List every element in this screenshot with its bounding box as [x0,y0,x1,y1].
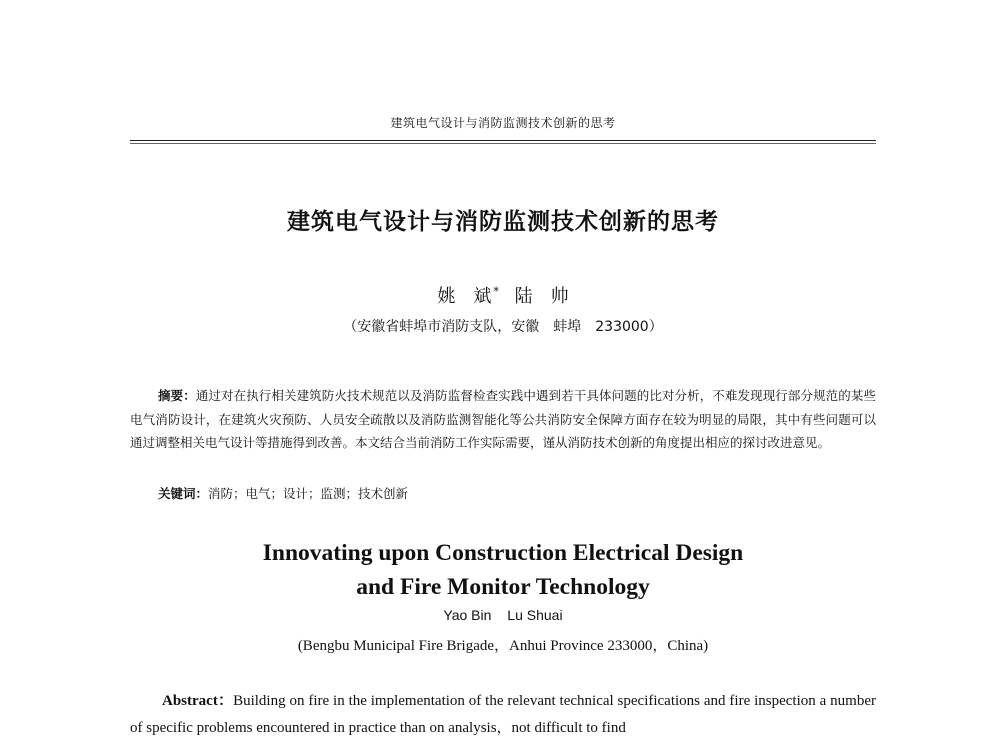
header-rule-secondary [130,143,876,144]
author-mark: * [493,285,499,298]
abstract-label: 摘要： [158,388,196,403]
chinese-title: 建筑电气设计与消防监测技术创新的思考 [287,209,719,235]
english-abstract [130,688,876,742]
english-title-line: and Fire Monitor Technology [356,574,650,600]
chinese-abstract [130,384,876,455]
chinese-affiliation: （安徽省蚌埠市消防支队，安徽 蚌埠 233000） [343,319,663,335]
abstract-text: Building on fire in the implementation of the relevant technical specifications and fire inspection a number of specific problems encountered in practice than on analysis，not difficult to find [130,693,876,736]
keywords-label: 关键词： [158,486,209,501]
chinese-keywords [158,484,876,502]
english-affiliation: (Bengbu Municipal Fire Brigade，Anhui Province 233000，China) [297,638,709,654]
author-name: 姚 斌 [437,286,492,307]
english-title-line: Innovating upon Construction Electrical Design [262,540,744,566]
english-authors [130,607,876,623]
abstract-text: 通过对在执行相关建筑防火技术规范以及消防监督检查实践中遇到若干具体问题的比对分析，不难发现现行部分规范的某些电气消防设计，在建筑火灾预防、人员安全疏散以及消防监测智能化等公共消防安全保障方面存在较为明显的局限，其中有些问题可以通过调整相关电气设计等措施得到改善。本文结合当前消防工作实际需要，谨从消防技术创新的角度提出相应的探讨改进意见。 [130,388,876,450]
running-header: 建筑电气设计与消防监测技术创新的思考 [390,116,616,130]
chinese-authors [130,282,876,308]
header-rule [130,140,876,141]
keywords-text: 消防；电气；设计；监测；技术创新 [208,486,409,501]
author-name: 陆 帅 [514,286,569,307]
english-title [130,536,876,604]
abstract-label: Abstract： [162,693,234,709]
author-name: Lu Shuai [507,607,563,623]
author-name: Yao Bin [443,607,492,623]
